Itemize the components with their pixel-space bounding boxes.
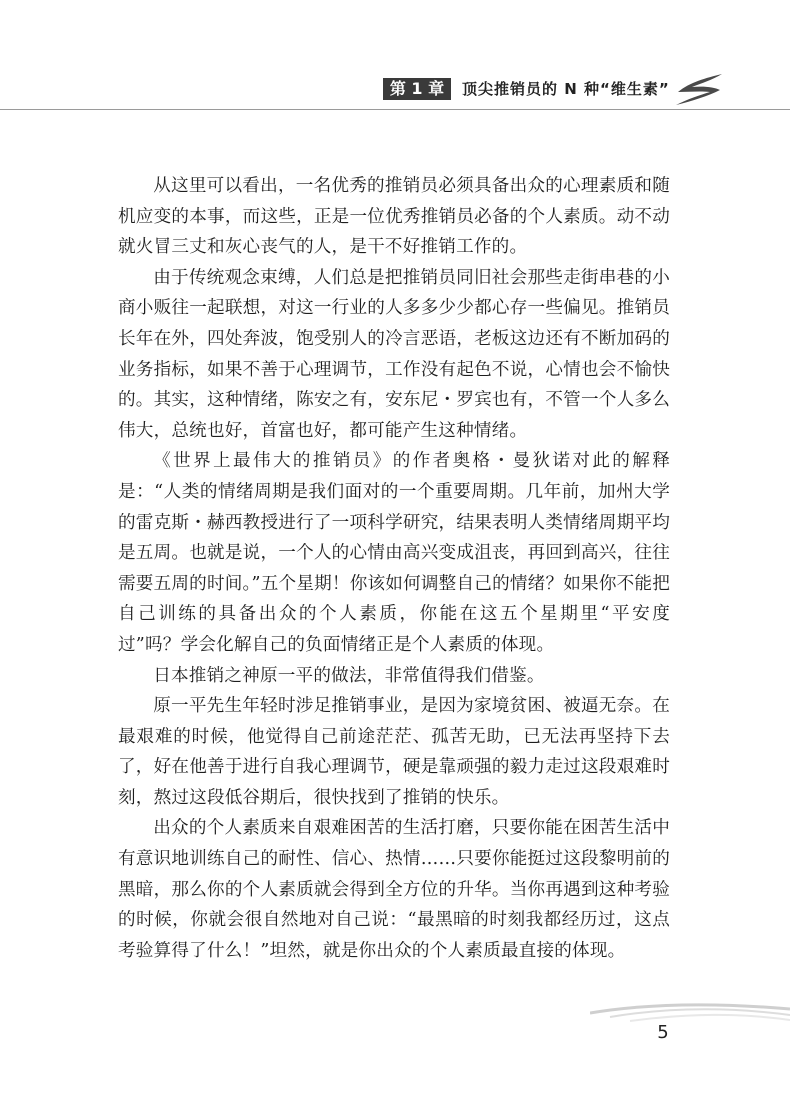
paragraph: 《世界上最伟大的推销员》的作者奥格・曼狄诺对此的解释是：“人类的情绪周期是我们面对的一个重要周期。几年前，加州大学的雷克斯・赫西教授进行了一项科学研究，结果表明人类情绪周期平均是五周。也就是说，一个人的心情由高兴变成沮丧，再回到高兴，往往需要五周的时间。”五个星期！你该如何调整自己的情绪？如果你不能把自己训练的具备出众的个人素质，你能在这五个星期里“平安度过”吗？学会化解自己的负面情绪正是个人素质的体现。: [118, 451, 671, 655]
paragraph: 原一平先生年轻时涉足推销事业，是因为家境贫困、被逼无奈。在最艰难的时候，他觉得自己前途茫茫、孤苦无助，已无法再坚持下去了，好在他善于进行自我心理调节，硬是靠顽强的毅力走过这段艰难时刻，熬过这段低谷期后，很快找到了推销的快乐。: [118, 696, 670, 808]
body-text: [118, 171, 670, 966]
page-number: 5: [657, 1022, 669, 1043]
swoosh-decoration-icon: [672, 70, 732, 108]
chapter-title: 顶尖推销员的 N 种“维生素”: [462, 80, 670, 98]
paragraph: 日本推销之神原一平的做法，非常值得我们借鉴。: [153, 665, 545, 686]
running-header: [0, 70, 790, 110]
paragraph: 从这里可以看出，一名优秀的推销员必须具备出众的心理素质和随机应变的本事，而这些，正是一位优秀推销员必备的个人素质。动不动就火冒三丈和灰心丧气的人，是干不好推销工作的。: [118, 176, 670, 258]
paragraph: 由于传统观念束缚，人们总是把推销员同旧社会那些走街串巷的小商小贩往一起联想，对这一行业的人多多少少都心存一些偏见。推销员长年在外，四处奔波，饱受别人的冷言恶语，老板这边还有不断加码的业务指标，如果不善于心理调节，工作没有起色不说，心情也会不愉快的。其实，这种情绪，陈安之有，安东尼・罗宾也有，不管一个人多么伟大，总统也好，首富也好，都可能产生这种情绪。: [118, 267, 670, 441]
chapter-label: 第 1 章: [383, 78, 451, 100]
footer-curve-decoration-icon: [590, 995, 790, 1035]
paragraph: 出众的个人素质来自艰难困苦的生活打磨，只要你能在困苦生活中有意识地训练自己的耐性、信心、热情……只要你能挺过这段黎明前的黑暗，那么你的个人素质就会得到全方位的升华。当你再遇到这种考验的时候，你就会很自然地对自己说：“最黑暗的时刻我都经历过，这点考验算得了什么！”坦然，就是你出众的个人素质最直接的体现。: [118, 818, 670, 961]
header-rule: [0, 109, 790, 110]
